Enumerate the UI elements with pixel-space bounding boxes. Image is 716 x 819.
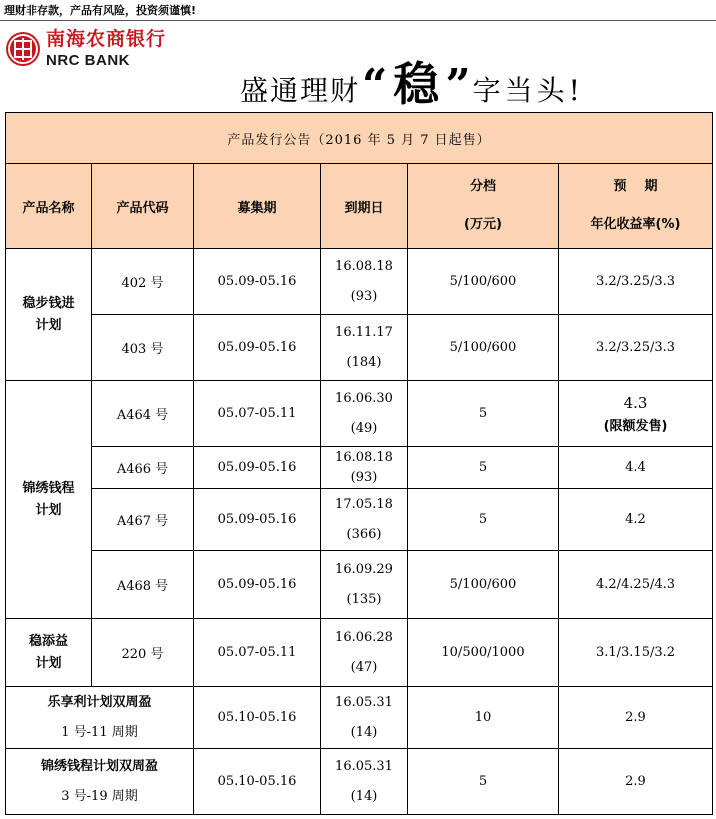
term-days: (135) [346, 591, 382, 607]
term-days: (366) [346, 526, 382, 542]
table-row [6, 381, 713, 447]
product-code: A464 号 [92, 381, 194, 447]
subscription-period: 05.09-05.16 [194, 551, 321, 619]
maturity-date: 16.11.17 [335, 324, 393, 340]
group-name-line2: 计划 [35, 317, 62, 333]
table-row [6, 619, 713, 687]
top-divider [0, 20, 716, 21]
header-maturity: 到期日 [321, 164, 408, 249]
term-days: (47) [350, 659, 378, 675]
tier-amount: 5/100/600 [408, 551, 559, 619]
slogan-emphasis: 稳 [393, 57, 440, 111]
header-name: 产品名称 [6, 164, 92, 249]
product-group-name [6, 381, 92, 619]
expected-yield-cell [559, 381, 713, 447]
maturity-date: 16.08.18 [335, 449, 393, 465]
expected-yield: 3.2/3.25/3.3 [559, 249, 713, 315]
subscription-period: 05.09-05.16 [194, 447, 321, 489]
group-name-line1: 稳步钱进 [22, 295, 75, 311]
maturity-date: 16.06.30 [335, 390, 393, 406]
subscription-period: 05.09-05.16 [194, 249, 321, 315]
bank-logo [6, 30, 166, 68]
product-code: A467 号 [92, 489, 194, 551]
product-group-name [6, 249, 92, 381]
tier-amount: 5 [408, 381, 559, 447]
table-row [6, 749, 713, 815]
product-name-line2: 3 号-19 周期 [61, 788, 138, 804]
slogan-open-quote: “ [362, 60, 388, 111]
maturity-cell [321, 315, 408, 381]
product-code: A468 号 [92, 551, 194, 619]
table-row [6, 687, 713, 749]
table-row [6, 489, 713, 551]
expected-yield: 4.4 [559, 447, 713, 489]
product-name-line1: 乐享利计划双周盈 [47, 694, 152, 710]
subscription-period: 05.10-05.16 [194, 687, 321, 749]
maturity-cell [321, 551, 408, 619]
slogan-part2: 字当头! [472, 74, 584, 107]
bank-name-en: NRC BANK [46, 52, 130, 69]
term-days: (14) [350, 724, 378, 740]
subscription-period: 05.09-05.16 [194, 315, 321, 381]
limited-sale-note: (限额发售) [603, 418, 668, 434]
tier-amount: 10 [408, 687, 559, 749]
tier-amount: 5 [408, 489, 559, 551]
tier-amount: 5 [408, 447, 559, 489]
header-tier-line2: (万元) [464, 217, 502, 232]
header-rate-line1: 预 期 [613, 179, 658, 194]
subscription-period: 05.07-05.11 [194, 381, 321, 447]
announcement-title: 产品发行公告（2016 年 5 月 7 日起售） [6, 113, 713, 164]
product-name [6, 749, 194, 815]
expected-yield: 4.2/4.25/4.3 [559, 551, 713, 619]
expected-yield: 4.2 [559, 489, 713, 551]
tier-amount: 5/100/600 [408, 315, 559, 381]
product-group-name [6, 619, 92, 687]
product-name [6, 687, 194, 749]
product-table [5, 112, 713, 815]
slogan [240, 48, 584, 114]
term-days: (184) [346, 354, 382, 370]
expected-yield: 2.9 [559, 749, 713, 815]
tier-amount: 10/500/1000 [408, 619, 559, 687]
subscription-period: 05.09-05.16 [194, 489, 321, 551]
expected-yield: 3.2/3.25/3.3 [559, 315, 713, 381]
maturity-cell [321, 381, 408, 447]
term-days: (14) [350, 788, 378, 804]
risk-disclaimer: 理财非存款，产品有风险，投资须谨慎! [4, 4, 197, 17]
expected-yield: 3.1/3.15/3.2 [559, 619, 713, 687]
tier-amount: 5 [408, 749, 559, 815]
maturity-cell [321, 489, 408, 551]
maturity-cell [321, 619, 408, 687]
table-row [6, 249, 713, 315]
product-code: 220 号 [92, 619, 194, 687]
term-days: (93) [350, 288, 378, 304]
table-row [6, 447, 713, 489]
table-row [6, 315, 713, 381]
maturity-date: 16.08.18 [335, 258, 393, 274]
term-days: (93) [350, 469, 378, 485]
slogan-part1: 盛通理财 [240, 74, 361, 107]
header-rate [559, 164, 713, 249]
expected-yield: 2.9 [559, 687, 713, 749]
maturity-date: 16.09.29 [335, 561, 393, 577]
maturity-cell [321, 447, 408, 489]
maturity-date: 17.05.18 [335, 496, 393, 512]
subscription-period: 05.07-05.11 [194, 619, 321, 687]
tier-amount: 5/100/600 [408, 249, 559, 315]
table-row [6, 551, 713, 619]
maturity-date: 16.05.31 [335, 694, 393, 710]
maturity-cell [321, 249, 408, 315]
maturity-date: 16.06.28 [335, 629, 393, 645]
header-period: 募集期 [194, 164, 321, 249]
header-code: 产品代码 [92, 164, 194, 249]
term-days: (49) [350, 420, 378, 436]
header-tier [408, 164, 559, 249]
expected-yield: 4.3 [623, 393, 648, 412]
product-name-line1: 锦绣钱程计划双周盈 [40, 758, 158, 774]
group-name-line2: 计划 [35, 502, 62, 518]
bank-emblem-icon [6, 32, 40, 66]
slogan-close-quote: ” [445, 60, 471, 111]
subscription-period: 05.10-05.16 [194, 749, 321, 815]
header-rate-line2: 年化收益率(%) [590, 217, 681, 232]
product-code: 403 号 [92, 315, 194, 381]
product-code: 402 号 [92, 249, 194, 315]
group-name-line2: 计划 [35, 655, 62, 671]
group-name-line1: 锦绣钱程 [22, 480, 75, 496]
maturity-cell [321, 687, 408, 749]
header-tier-line1: 分档 [469, 179, 496, 194]
bank-name-cn: 南海农商银行 [46, 28, 167, 50]
group-name-line1: 稳添益 [28, 633, 68, 649]
product-name-line2: 1 号-11 周期 [61, 724, 138, 740]
maturity-date: 16.05.31 [335, 758, 393, 774]
maturity-cell [321, 749, 408, 815]
product-code: A466 号 [92, 447, 194, 489]
